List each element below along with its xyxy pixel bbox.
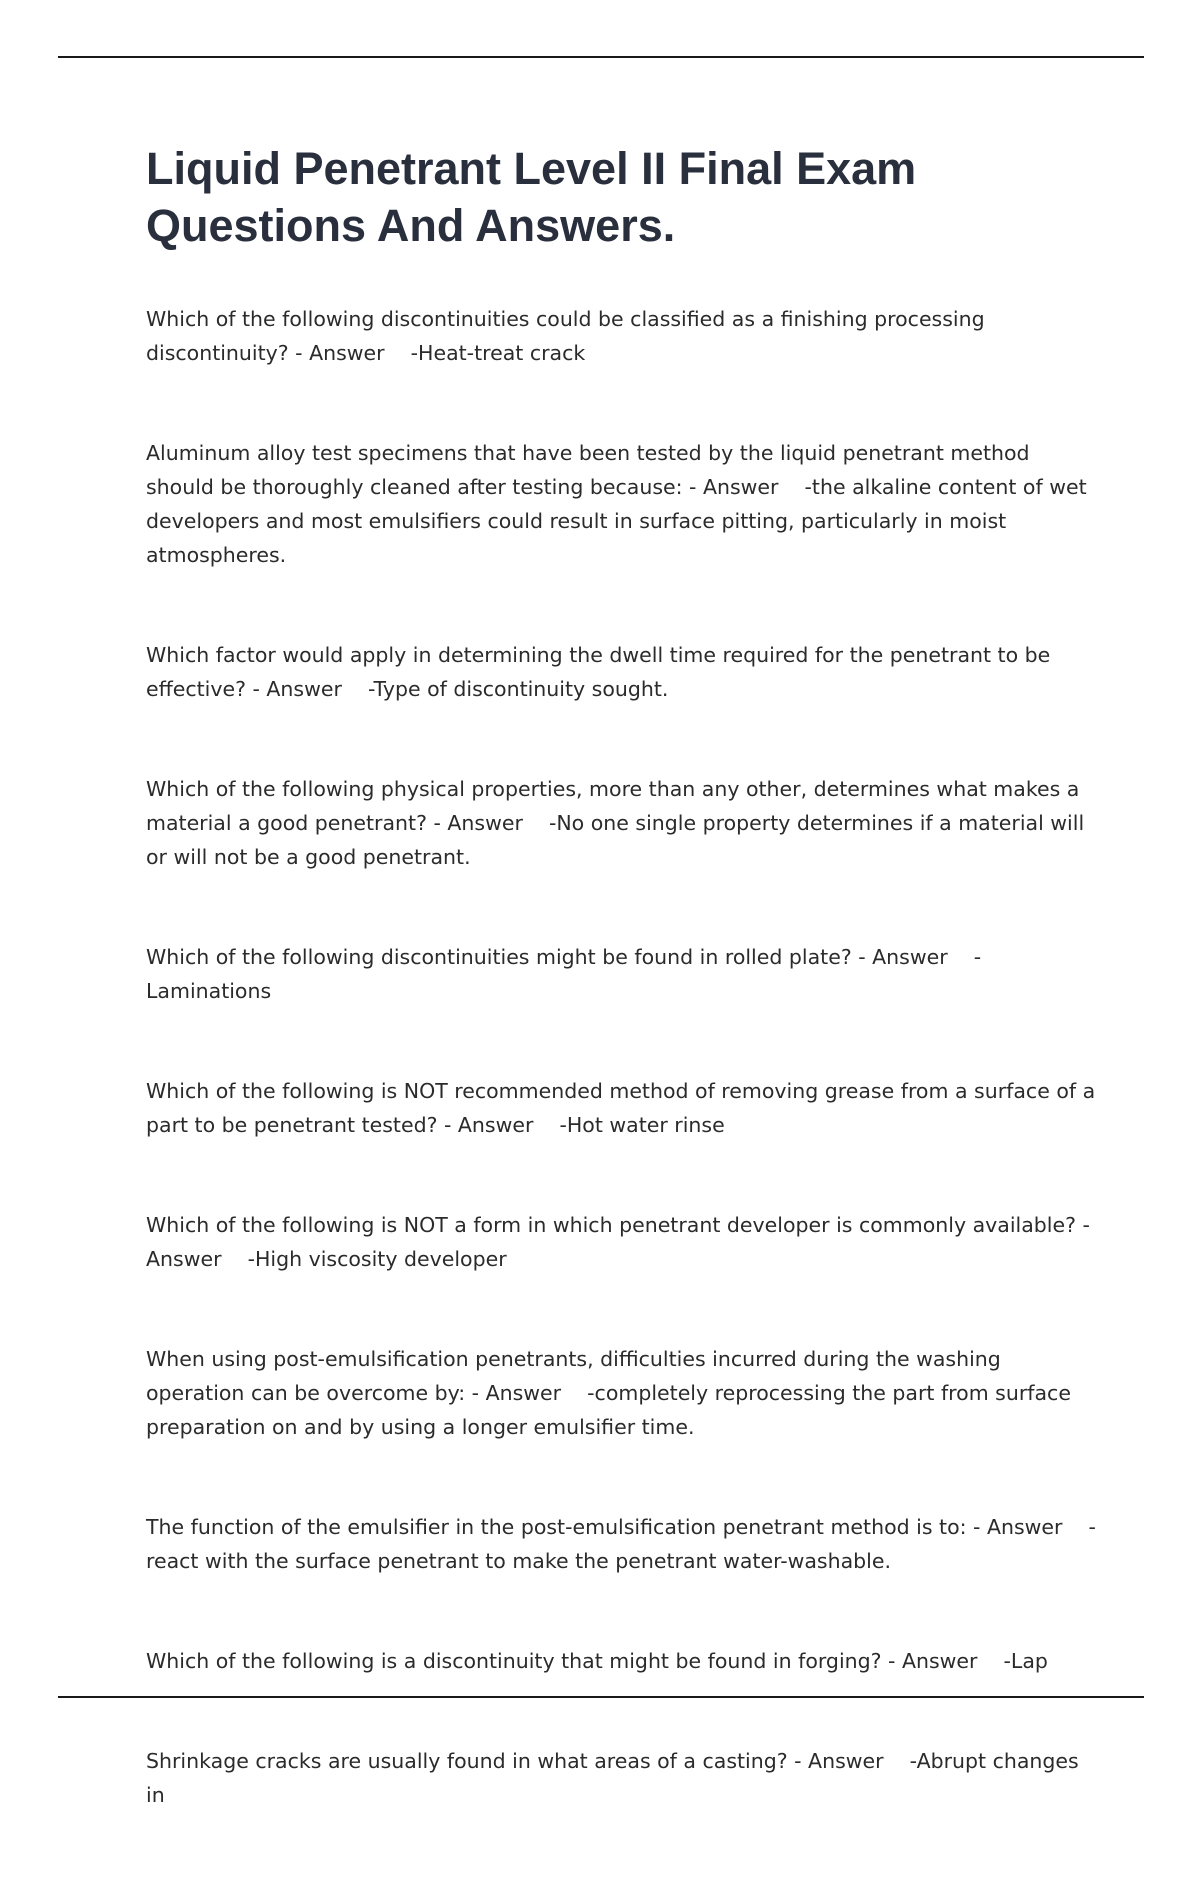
qa-item: Shrinkage cracks are usually found in what areas of a casting? - Answer -Abrupt changes in — [146, 1749, 1086, 1807]
qa-list — [146, 302, 1102, 1812]
header-divider — [58, 56, 1144, 58]
qa-item: Which of the following discontinuities might be found in rolled plate? - Answer -Laminations — [146, 945, 982, 1003]
qa-item: Which of the following physical properties, more than any other, determines what makes a material a good penetrant? - Answer -No one single property determines if a material will or will not be a good penetrant. — [146, 777, 1091, 869]
qa-item: Which of the following is NOT recommended method of removing grease from a surface of a part to be penetrant tested? - Answer -Hot water rinse — [146, 1079, 1102, 1137]
qa-item: When using post-emulsification penetrants, difficulties incurred during the washing operation can be overcome by: - Answer -completely reprocessing the part from surface preparation on and by using a longer emulsifier time. — [146, 1347, 1078, 1439]
qa-item: The function of the emulsifier in the post-emulsification penetrant method is to: - Answer -react with the surface penetrant to make the penetrant water-washable. — [146, 1515, 1096, 1573]
qa-item: Which of the following discontinuities could be classified as a finishing processing discontinuity? - Answer -Heat-treat crack — [146, 307, 992, 365]
document-title: Liquid Penetrant Level II Final Exam Questions And Answers. — [146, 143, 917, 251]
qa-item: Which of the following is NOT a form in which penetrant developer is commonly available? - Answer -High viscosity developer — [146, 1213, 1097, 1271]
qa-item: Which factor would apply in determining the dwell time required for the penetrant to be effective? - Answer -Type of discontinuity sought. — [146, 643, 1057, 701]
qa-item: Which of the following is a discontinuity that might be found in forging? - Answer -Lap — [146, 1649, 1048, 1673]
footer-divider — [58, 1696, 1144, 1698]
document-body — [146, 140, 1102, 1878]
qa-item: Aluminum alloy test specimens that have been tested by the liquid penetrant method should be thoroughly cleaned after testing because: - Answer -the alkaline content of wet developers and most emulsifiers could result in surface pitting, particularly in moist atmospheres. — [146, 441, 1094, 567]
